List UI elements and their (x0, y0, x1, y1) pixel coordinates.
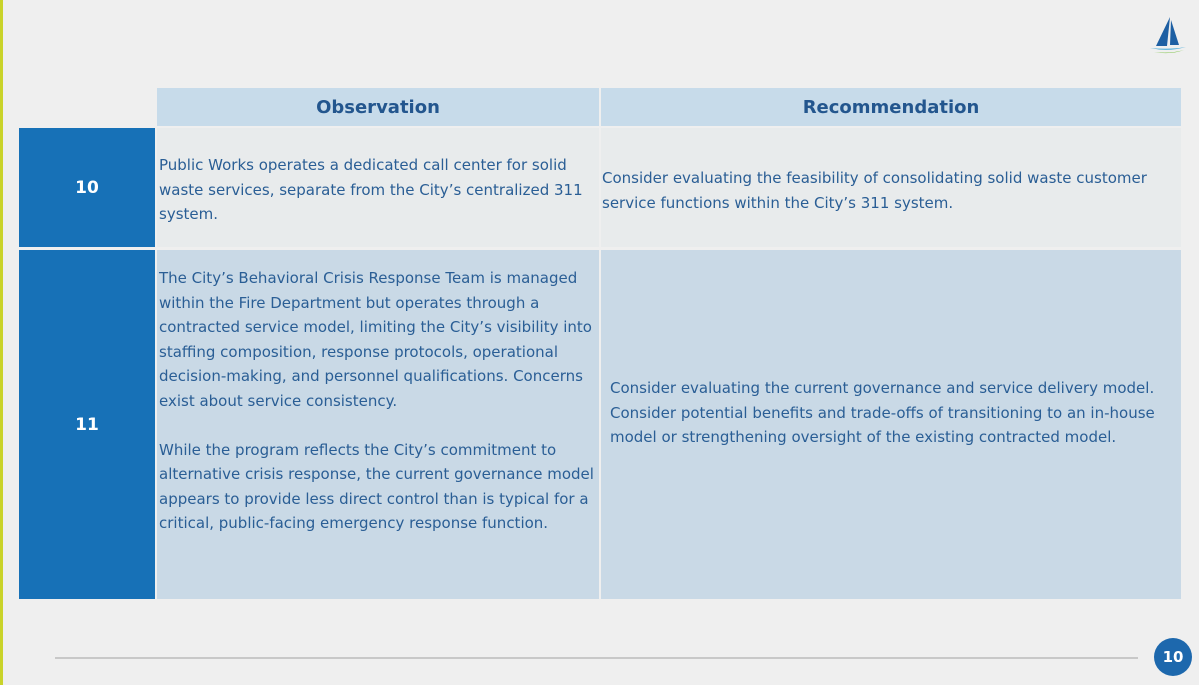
recommendation-cell (601, 128, 1181, 247)
row-number-cell: 10 (19, 128, 155, 247)
observation-cell (157, 128, 599, 247)
sailboat-logo-icon (1146, 14, 1190, 58)
observation-text: The City’s Behavioral Crisis Response Team is managed within the Fire Department but operates through a contracted service model, limiting the City’s visibility into staffing composition, response protocols, operational decision-making, and personnel qualifications. Concerns exist about service consistency. (159, 269, 592, 410)
observation-text: While the program reflects the City’s commitment to alternative crisis response, the current governance model appears to provide less direct control than is typical for a critical, public-facing emergency response function. (159, 440, 594, 532)
footer-divider (55, 657, 1138, 659)
recommendation-header: Recommendation (601, 88, 1181, 126)
recommendation-text: Consider evaluating the current governance and service delivery model. Consider potential benefits and trade-offs of transitioning to an in-house model or strengthening oversight of the existing contracted model. (610, 379, 1155, 446)
page-number-badge: 10 (1154, 638, 1192, 676)
row-number-cell: 11 (19, 250, 155, 599)
recommendation-text: Consider evaluating the feasibility of consolidating solid waste customer service functions within the City’s 311 system. (602, 169, 1147, 212)
accent-bar (0, 0, 3, 685)
observation-cell (157, 250, 599, 599)
observation-header: Observation (157, 88, 599, 126)
recommendation-cell (601, 250, 1181, 599)
observation-text: Public Works operates a dedicated call center for solid waste services, separate from the City’s centralized 311 system. (159, 156, 583, 223)
